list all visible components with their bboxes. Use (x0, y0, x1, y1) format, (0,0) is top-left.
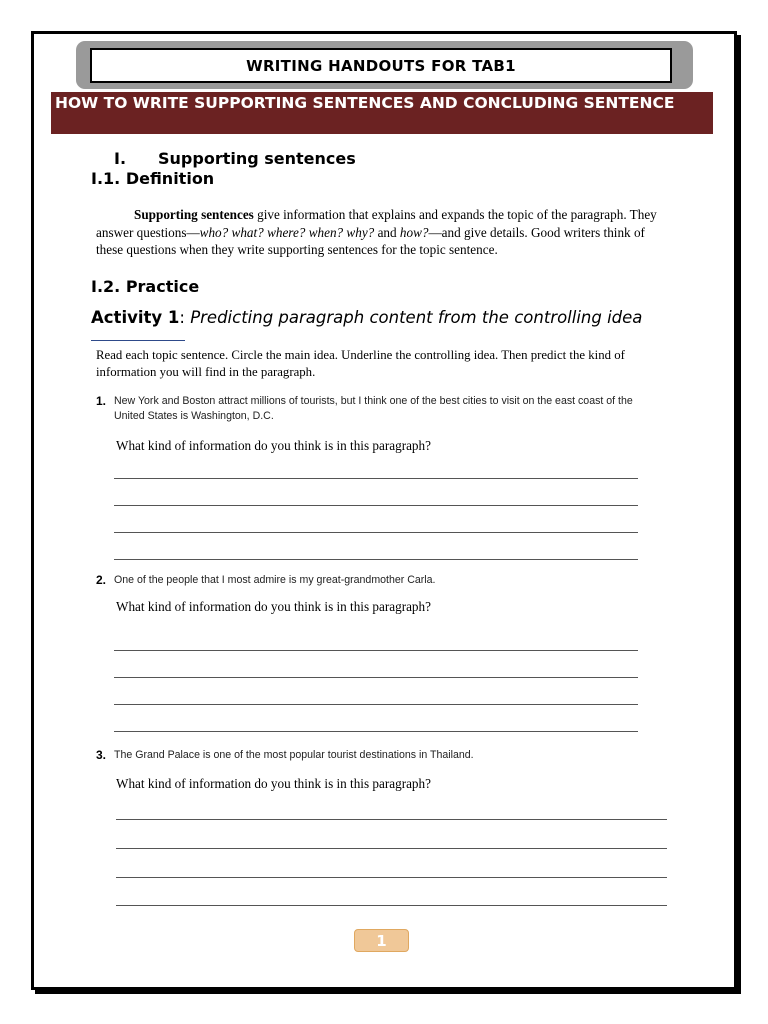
answer-line[interactable] (114, 704, 638, 705)
topic-sentence: New York and Boston attract millions of tourists, but I think one of the best cities to visit on the east coast of the United States is Washington, D.C. (114, 395, 633, 422)
activity-colon: : (179, 308, 191, 327)
answer-line[interactable] (114, 731, 638, 732)
activity-label: Activity 1 (91, 308, 180, 327)
topic-sentence: The Grand Palace is one of the most popular tourist destinations in Thailand. (114, 749, 474, 761)
answer-line[interactable] (114, 532, 638, 533)
page-title: WRITING HANDOUTS FOR TAB1 (90, 48, 672, 83)
answer-line[interactable] (114, 478, 638, 479)
definition-and: and (374, 224, 400, 240)
section-number: I. (114, 149, 127, 168)
answer-line[interactable] (116, 877, 667, 878)
activity-underline (91, 340, 185, 341)
question-number: 3. (96, 748, 107, 762)
definition-text-end: —and give details. Good writers think of these questions when they write supporting sentences for the topic sentence. (96, 224, 645, 257)
instructions-text: Read each topic sentence. Circle the main idea. Underline the controlling idea. Then predict the kind of information you will find in the paragraph. (96, 348, 625, 379)
page-number: 1 (354, 929, 409, 952)
definition-text: give information that explains and expands the topic of the paragraph. They answer questions— (96, 207, 657, 240)
question-prompt: What kind of information do you think is in this paragraph? (116, 438, 431, 453)
question-number: 2. (96, 573, 107, 587)
question-prompt: What kind of information do you think is in this paragraph? (116, 776, 431, 791)
activity-heading (91, 308, 642, 327)
answer-line[interactable] (116, 905, 667, 906)
section-banner: HOW TO WRITE SUPPORTING SENTENCES AND CONCLUDING SENTENCE (51, 92, 713, 134)
section-title: Supporting sentences (158, 149, 356, 168)
answer-line[interactable] (114, 559, 638, 560)
activity-title: Predicting paragraph content from the controlling idea (190, 308, 643, 327)
definition-how: how? (399, 224, 429, 240)
practice-heading: I.2. Practice (91, 277, 200, 296)
answer-line[interactable] (114, 650, 638, 651)
definition-paragraph (96, 206, 671, 259)
definition-questions: who? what? where? when? why? (199, 224, 375, 240)
section-heading (114, 149, 356, 168)
answer-line[interactable] (114, 677, 638, 678)
answer-line[interactable] (116, 848, 667, 849)
definition-term: Supporting sentences (134, 207, 254, 222)
activity-instructions (96, 347, 656, 381)
question-prompt: What kind of information do you think is in this paragraph? (116, 599, 431, 614)
topic-sentence: One of the people that I most admire is my great-grandmother Carla. (114, 574, 436, 586)
question-number: 1. (96, 394, 107, 408)
answer-line[interactable] (114, 505, 638, 506)
definition-heading: I.1. Definition (91, 169, 215, 188)
answer-line[interactable] (116, 819, 667, 820)
